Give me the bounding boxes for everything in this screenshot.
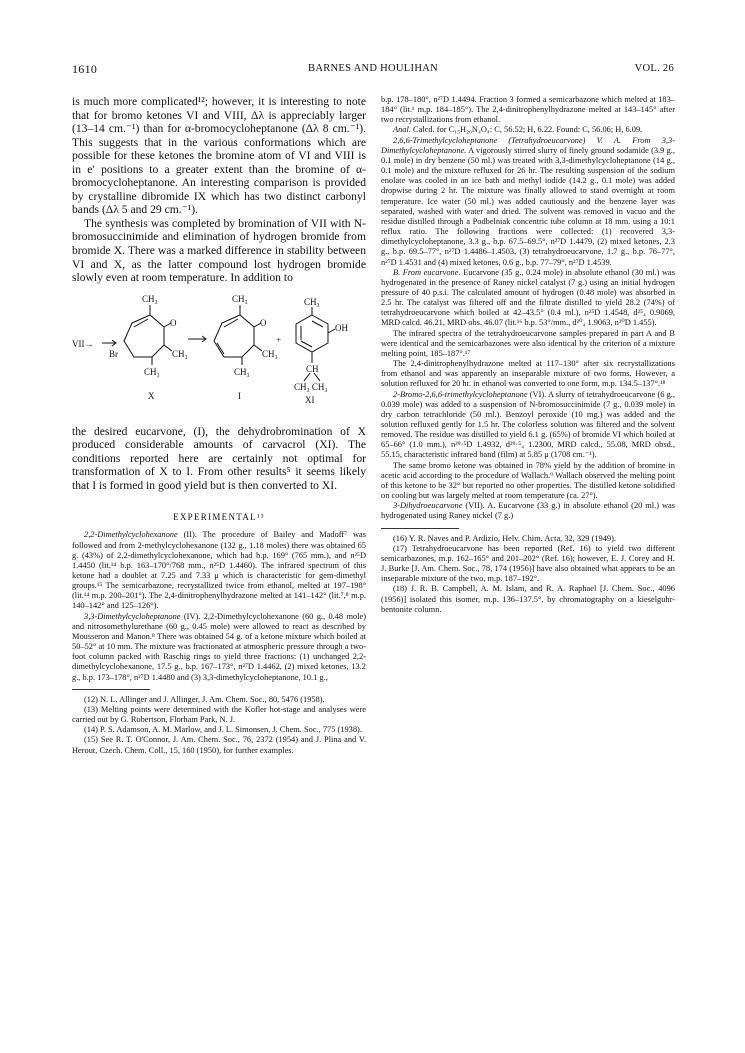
compound-name: 3-Dihydroeucarvone xyxy=(393,501,463,511)
entry-text: (II). The procedure of Bailey and Madoff⁷ was followed and from 2-methylcyclohexanone (132 g., 1.18 moles) there was obtained 65 g. (43%) of 2,2-dimethylcyclohexanone, which had b.p. 169° (765 mm.), and n²⁵D 1.4450 (lit.¹⁴ b.p. 163–170°/768 mm., n²⁵D 1.4460). The infrared spectrum of this ketone had a doublet at 7.25 and 7.33 μ which is characteristic for gem-dimethyl groups.¹⁵ The semicarbazone, recrystallized twice from ethanol, melted at 197–198° (lit.¹⁴ m.p. 200–201°). The 2,4-dinitrophenylhydrazone melted at 141–142° (lit.⁷,⁸ m.p. 140–142° and 125–126°). xyxy=(72,530,366,611)
compound-label-i: I xyxy=(238,390,241,401)
bond xyxy=(164,345,172,351)
footnote: (12) N. L. Allinger and J. Allinger, J. Am. Chem. Soc., 80, 5476 (1958). xyxy=(84,694,325,704)
atom-label: CH₃ CH₃ xyxy=(294,381,328,392)
page-number: 1610 xyxy=(72,62,98,76)
footnote-rule xyxy=(381,528,459,529)
entry-text: A vigorously stirred slurry of finely ground sodamide (3.9 g., 0.1 mole) in dry benzene (50 ml.) was treated with 3,3-dimethylcycloheptanone (14 g., 0.1 mole) and the mixture refluxed for 26 hr. The resulting suspension of the sodium enolate was cooled in an ice bath and methyl iodide (14.2 g., 0.1 mole) was added dropwise during 2 hr. The mixture was finally allowed to stand overnight at room temperature. Ice water (50 ml.) was added cautiously and the benzene layer was separated, washed with water and dried. The solvent was removed in vacuo and the residue distilled through a Podbelniak concentric tube column at 18 mm. using a 10:1 reflux ratio. The following fractions were collected: (1) recovered 3,3-dimethylcycloheptanone, 3.3 g., b.p. 67.5–69.5°, n²⁷D 1.4479, (2) mixed ketones, 2.3 g., b.p. 69.5–77°, n²⁷D 1.4486–1.4503, (3) tetrahydroeucarvone, 1.7 g., b.p. 76–77°, n²⁷D 1.4531 and (4) mixed ketones, 0.6 g., b.p. 77–79°, n²⁷D 1.4539. xyxy=(381,145,675,267)
footnote: (18) J. R. B. Campbell, A. M. Islam, and R. A. Raphael [J. Chem. Soc., 4096 (1956)] isolated this isomer, m.p. 136–137.5°, by chromatography on a kieselguhr-bentonite column. xyxy=(381,584,675,614)
compound-label-xi: XI xyxy=(305,394,315,405)
compound-label-x: X xyxy=(148,390,155,401)
bond xyxy=(328,329,335,333)
atom-label: CH xyxy=(306,363,319,374)
atom-label: CH₃ xyxy=(304,296,320,307)
bond xyxy=(312,321,323,327)
analysis-line xyxy=(381,125,675,135)
atom-label: O xyxy=(170,317,177,328)
footnote-rule xyxy=(72,689,150,690)
experimental-entry xyxy=(381,501,675,521)
experimental-entry: The same bromo ketone was obtained in 78% yield by the addition of bromine in acetic acid according to the procedure of Wallach.⁹ Wallach observed the melting point of this ketone to be 32° but reported no other properties. The distilled ketone solidified on cooling but was largely melted at room temperature (ca. 27°). xyxy=(381,460,675,501)
footnote: (17) Tetrahydroeucarvone has been reported (Ref. 16) to yield two different semicarbazones, m.p. 162–165° and 201–202° (Ref. 16); however, E. J. Corey and H. J. Burke [J. Am. Chem. Soc., 78, 174 (1956)] have also obtained what appears to be an inseparable mixture of the two, m.p. 187–192°. xyxy=(381,543,675,584)
reaction-scheme xyxy=(72,293,366,419)
atom-label: CH₃ xyxy=(232,293,248,304)
scheme-label-vii: VII→ xyxy=(72,338,94,349)
volume-label: VOL. 26 xyxy=(634,63,674,74)
compound-name: 2,2-Dimethylcyclohexanone xyxy=(84,530,178,540)
atom-label: OH xyxy=(335,322,348,333)
atom-label: O xyxy=(260,317,267,328)
experimental-entry: b.p. 178–180°, n²⁷D 1.4494. Fraction 3 formed a semicarbazone which melted at 183–184° (lit.¹ m.p. 184–185°). The 2,4-dinitrophenylhydrazone melted at 143–145° after two recrystallizations from ethanol. xyxy=(381,95,675,125)
entry-text: (IV). 2,2-Dimethylcyclohexanone (60 g., 0.48 mole) and nitrosomethylurethane (60 g., 0.45 mole) were allowed to react as described by Mousseron and Manon.⁸ There was obtained 54 g. of a ketone mixture which boiled at 50–52° at 10 mm. The mixture was fractionated at atmospheric pressure through a two-foot column packed with Raschig rings to yield three fractions: (1) unchanged 2,2-dimethylcyclohexanone, 17.5 g., b.p. 167–173°, n²⁷D 1.4462, (2) mixed ketones, 13.2 g., b.p. 173–178°, n²⁷D 1.4480 and (3) 3,3-dimethylcycloheptanone, 10.1 g., xyxy=(72,611,366,682)
compound-name: B. From eucarvone. xyxy=(393,267,461,277)
bond xyxy=(314,373,320,381)
bond xyxy=(217,343,224,354)
atom-label: CH₃ xyxy=(262,348,278,359)
entry-text: Calcd. for C₁₅H₂₀N₄O₄: C, 56.52; H, 6.22. Found: C, 56.06; H, 6.09. xyxy=(410,125,643,135)
footnote: (15) See R. T. O'Connor, J. Am. Chem. Soc., 76, 2372 (1954) and J. Plina and V. Herout, Czech. Chem. Coll., 15, 160 (1950), for further examples. xyxy=(72,735,366,755)
experimental-entry xyxy=(72,530,366,611)
right-column xyxy=(381,95,675,615)
bond xyxy=(134,319,148,327)
entry-text: (VI). A slurry of tetrahydroeucarvone (6 g., 0.039 mole) was added to a suspension of N-bromosuccinimide (7 g., 0.039 mole) in dry carbon tetrachloride (50 ml.). Benzoyl peroxide (10 mg.) was added and the solution refluxed gently for 1.5 hr. The colorless solution was filtered and the solvent removed. The residue was distilled to yield 6.1 g. (65%) of bromide VI which boiled at 65–66° (1.0 mm.), n²⁹·⁵D 1.4932, d²⁹·⁵₄ 1.2300, MRD calcd., 55.08, MRD obsd., 55.15, characteristic infrared band (film) at 5.85 μ (1708 cm.⁻¹). xyxy=(381,389,675,460)
atom-label: Br xyxy=(109,348,118,359)
bond xyxy=(224,319,238,327)
entry-text: Eucarvone (35 g., 0.24 mole) in absolute ethanol (30 ml.) was hydrogenated in the presence of Raney nickel catalyst (7 g.) using an initial hydrogen pressure of 40 p.s.i. The calculated amount of hydrogen (0.48 mole) was absorbed in 2.5 hr. The catalyst was filtered off and the filtrate distilled to yield 28.2 (74%) of tetrahydroeucarvone which boiled at 42–43.5° (0.4 ml.), n²⁵D 1.4548, d²⁵₄ 0.9069, MRD calcd. 46.21, MRD obs. 46.07 (lit.¹⁶ b.p. 53°/mm., d²⁰₄ 1.9063, n²⁰D 1.455). xyxy=(381,267,675,328)
atom-label: CH₃ xyxy=(172,348,188,359)
experimental-entry xyxy=(72,612,366,683)
footnote: (13) Melting points were determined with the Kofler hot-stage and analyses were carried out by G. Robertson, Florham Park, N. J. xyxy=(72,704,366,725)
left-column xyxy=(72,95,366,756)
footnote: (16) Y. R. Naves and P. Ardizio, Helv. Chim. Acta, 32, 329 (1949). xyxy=(393,533,616,543)
experimental-entry xyxy=(381,390,675,461)
analysis-label: Anal. xyxy=(393,125,411,135)
paragraph: is much more complicated¹²; however, it is interesting to note that for bromo ketones VI and VIII, Δλ is appreciably larger (13–14 cm.⁻¹) than for α-bromocycloheptanone (Δλ 8 cm.⁻¹). This suggests that in the various conformations which are possible for these ketones the bromine atom of VI and VIII is in e′ positions to a greater extent than the bromine of α-bromocycloheptanone. An interesting comparison is provided by crystalline dibromide IX which has two distinct carbonyl bands (Δλ 5 and 29 cm.⁻¹). xyxy=(72,95,366,217)
atom-label: CH₃ xyxy=(234,366,250,377)
experimental-entry: The 2,4-dinitrophenylhydrazone melted at 117–130° after six recrystallizations from ethanol and was apparently an inseparable mixture of two forms. However, a solution refluxed for 20 hr. in ethanol was converted to one form, m.p. 134.5–137°.¹⁸ xyxy=(381,359,675,389)
experimental-entry: The infrared spectra of the tetrahydroeucarvone samples prepared in part A and B were identical and the semicarbazones were also identical by the criterion of a mixture melting point, 185–187°.¹⁷ xyxy=(381,328,675,358)
bond xyxy=(254,345,262,351)
atom-label: CH₃ xyxy=(144,366,160,377)
experimental-entry xyxy=(381,136,675,268)
paragraph: The synthesis was completed by bromination of VII with N-bromosuccinimide and elimination of hydrogen bromide from bromide X. There was a marked difference in stability between VI and X, as the latter compound lost hydrogen bromide slowly even at room temperature. In addition to xyxy=(72,216,366,285)
atom-label: CH₃ xyxy=(142,293,158,304)
compound-name: 2-Bromo-2,6,6-trimethylcycloheptanone xyxy=(393,389,528,399)
entry-text: (VII). A. Eucarvone (33 g.) in absolute ethanol (20 ml.) was hydrogenated using Raney nickel (7 g.) xyxy=(381,501,675,521)
bond xyxy=(304,373,310,381)
bond xyxy=(301,341,312,347)
running-title: BARNES AND HOULIHAN xyxy=(308,63,438,74)
footnote: (14) P. S. Adamson, A. M. Marlow, and J. L. Simonsen, J. Chem. Soc., 775 (1938). xyxy=(84,725,362,735)
plus-sign: + xyxy=(276,334,282,345)
paragraph: the desired eucarvone, (I), the dehydrobromination of X produced considerable amounts of carvacrol (XI). The conditions reported here are certainly not optimal for transformation of X to I. From other results⁵ it seems likely that I is formed in good yield but is then converted to XI. xyxy=(72,424,366,492)
running-header xyxy=(72,62,674,78)
reaction-scheme-drawing xyxy=(72,293,366,419)
compound-name: 2,6,6-Trimethylcycloheptanone (Tetrahydroeucarvone) V. A. From 3,3-Dimethylcycloheptanone. xyxy=(381,135,675,155)
compound-name: 3,3-Dimethylcycloheptanone xyxy=(84,611,181,621)
experimental-entry xyxy=(381,268,675,329)
section-heading-experimental: EXPERIMENTAL¹³ xyxy=(173,512,265,523)
